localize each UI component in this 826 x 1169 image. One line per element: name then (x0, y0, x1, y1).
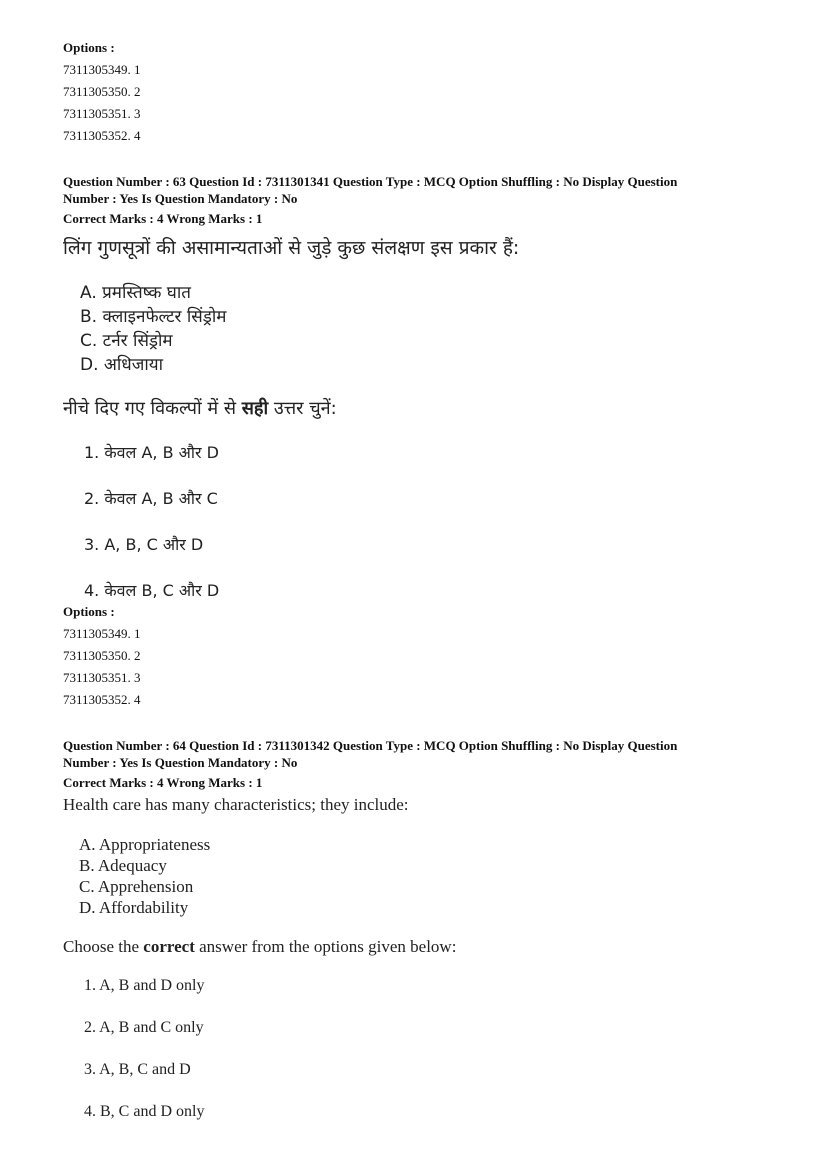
statement-c: C. टर्नर सिंड्रोम (80, 331, 173, 351)
instruction-post: उत्तर चुनें: (268, 398, 337, 419)
options-label: Options : (63, 40, 115, 55)
choice-3: 3. A, B, C and D (84, 1061, 191, 1078)
choice-4: 4. B, C and D only (84, 1103, 205, 1120)
question-text: Health care has many characteristics; they include: (63, 795, 409, 814)
choice-2: 2. केवल A, B और C (84, 489, 218, 508)
statement-d: D. अधिजाया (80, 355, 164, 375)
instruction-text (63, 396, 337, 420)
instruction-post: answer from the options given below: (194, 937, 457, 956)
statement-d: D. Affordability (79, 898, 189, 917)
option-row: 7311305349. 1 (63, 62, 141, 77)
instruction-pre: Choose the (63, 937, 144, 956)
instruction-bold: correct (143, 937, 195, 956)
option-row: 7311305350. 2 (63, 648, 141, 663)
instruction-text (63, 937, 456, 957)
choice-2: 2. A, B and C only (84, 1019, 204, 1036)
question-meta-line: Question Number : 63 Question Id : 7311301341 Question Type : MCQ Option Shuffling : No Display Question (63, 174, 678, 189)
choice-4: 4. केवल B, C और D (84, 581, 220, 600)
question-meta-line: Question Number : 64 Question Id : 7311301342 Question Type : MCQ Option Shuffling : No Display Question (63, 738, 678, 753)
statement-b: B. क्लाइनफेल्टर सिंड्रोम (80, 307, 227, 327)
options-label: Options : (63, 604, 115, 619)
choice-3: 3. A, B, C और D (84, 535, 204, 554)
option-row: 7311305352. 4 (63, 128, 141, 143)
question-text: लिंग गुणसूत्रों की असामान्यताओं से जुड़े कुछ संलक्षण इस प्रकार हैं: (63, 237, 520, 259)
option-row: 7311305351. 3 (63, 670, 141, 685)
marks-line: Correct Marks : 4 Wrong Marks : 1 (63, 211, 263, 226)
option-row: 7311305349. 1 (63, 626, 141, 641)
option-row: 7311305351. 3 (63, 106, 141, 121)
choice-1: 1. केवल A, B और D (84, 443, 219, 462)
statement-a: A. Appropriateness (79, 835, 211, 854)
instruction-pre: नीचे दिए गए विकल्पों में से (63, 398, 242, 419)
option-row: 7311305352. 4 (63, 692, 141, 707)
option-row: 7311305350. 2 (63, 84, 141, 99)
statement-b: B. Adequacy (79, 856, 167, 875)
question-meta-line: Number : Yes Is Question Mandatory : No (63, 191, 298, 206)
instruction-bold: सही (241, 398, 269, 419)
statement-a: A. प्रमस्तिष्क घात (80, 283, 191, 303)
marks-line: Correct Marks : 4 Wrong Marks : 1 (63, 775, 263, 790)
statement-c: C. Apprehension (79, 877, 194, 896)
question-meta-line: Number : Yes Is Question Mandatory : No (63, 755, 298, 770)
choice-1: 1. A, B and D only (84, 977, 205, 994)
